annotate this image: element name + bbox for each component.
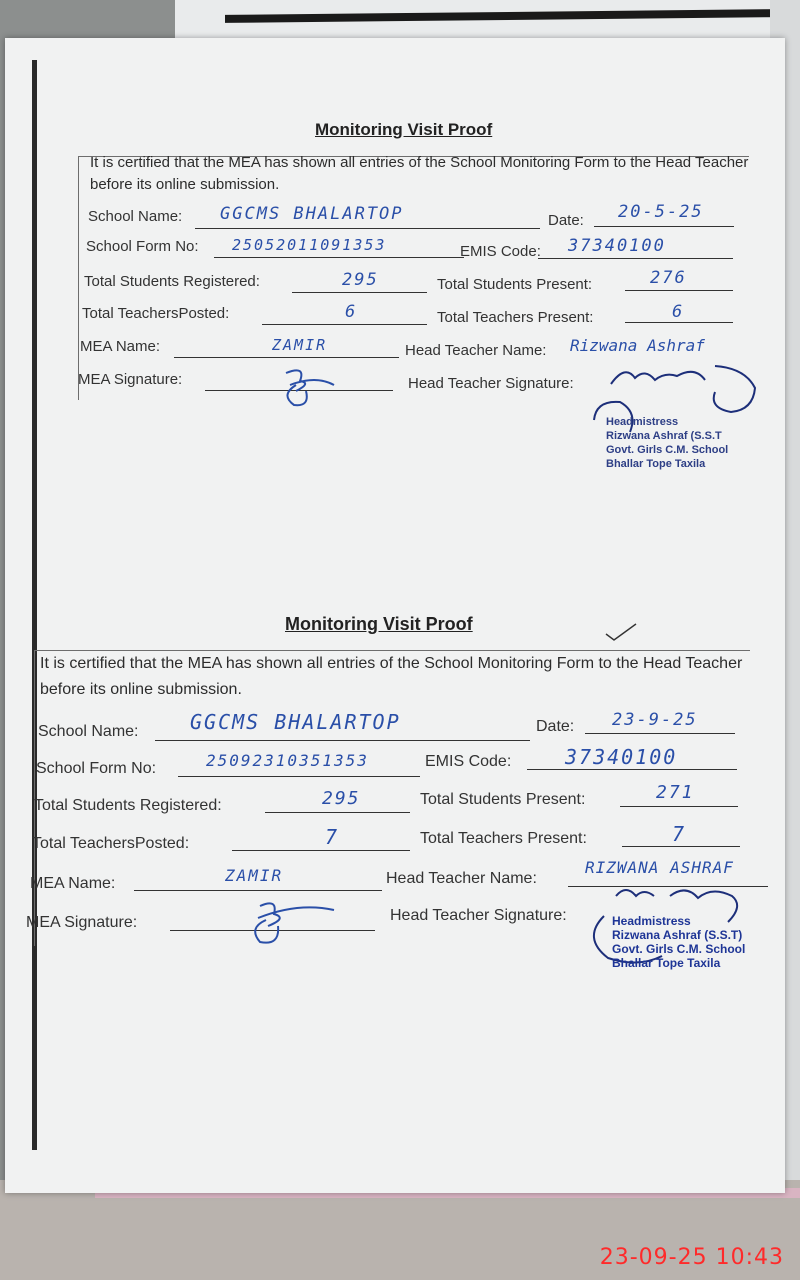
- students-registered-label: Total Students Registered:: [34, 797, 222, 814]
- mea-signature: [276, 365, 336, 413]
- mea-name-label: MEA Name:: [80, 338, 161, 355]
- emis-code-label: EMIS Code:: [460, 243, 541, 260]
- head-teacher-name-value: Rizwana Ashraf: [570, 336, 705, 355]
- head-teacher-name-label: Head Teacher Name:: [386, 870, 537, 887]
- head-teacher-name-value: RIZWANA ASHRAF: [585, 858, 734, 877]
- teachers-posted-label: Total TeachersPosted:: [82, 305, 230, 322]
- teachers-posted-value: 6: [345, 302, 358, 322]
- students-present-value: 276: [650, 268, 687, 288]
- headmistress-stamp: Headmistress Rizwana Ashraf (S.S.T) Govt. Girls C.M. School Bhallar Tope Taxila: [612, 914, 746, 970]
- mea-signature-label: MEA Signature:: [26, 914, 138, 931]
- teachers-present-label: Total Teachers Present:: [420, 830, 587, 847]
- teachers-posted-value: 7: [325, 825, 340, 849]
- head-teacher-signature-label: Head Teacher Signature:: [390, 907, 567, 924]
- emis-code-value: 37340100: [568, 236, 666, 256]
- school-form-no-label: School Form No:: [86, 238, 199, 255]
- students-registered-label: Total Students Registered:: [84, 273, 260, 290]
- school-name-label: School Name:: [88, 208, 183, 225]
- teachers-present-label: Total Teachers Present:: [437, 309, 594, 326]
- headmistress-stamp: Headmistress Rizwana Ashraf (S.S.T Govt. Girls C.M. School Bhallar Tope Taxila: [606, 416, 729, 470]
- mea-name-value: ZAMIR: [225, 866, 284, 885]
- page-binding-edge: [32, 60, 37, 1150]
- photo-timestamp: 23-09-25 10:43: [599, 1245, 784, 1270]
- date-label: Date:: [548, 212, 584, 229]
- students-present-label: Total Students Present:: [437, 276, 593, 293]
- students-present-label: Total Students Present:: [420, 791, 586, 808]
- students-registered-value: 295: [322, 788, 361, 809]
- school-form-no-value: 25092310351353: [206, 751, 369, 770]
- form-title: Monitoring Visit Proof: [285, 614, 473, 634]
- certification-text: It is certified that the MEA has shown all entries of the School Monitoring Form to the Head Teacher before its online submission.: [40, 655, 743, 698]
- school-name-value: GGCMS BHALARTOP: [190, 710, 401, 734]
- tick-mark: [604, 622, 638, 642]
- teachers-present-value: 6: [672, 302, 685, 322]
- emis-code-value: 37340100: [565, 745, 678, 769]
- head-teacher-name-label: Head Teacher Name:: [405, 342, 547, 359]
- date-value: 23-9-25: [612, 710, 698, 730]
- emis-code-label: EMIS Code:: [425, 753, 512, 770]
- teachers-posted-label: Total TeachersPosted:: [32, 835, 190, 852]
- mea-name-label: MEA Name:: [30, 875, 116, 892]
- form-title: Monitoring Visit Proof: [315, 120, 493, 139]
- head-teacher-signature-label: Head Teacher Signature:: [408, 375, 574, 392]
- mea-signature: [238, 896, 338, 948]
- students-present-value: 271: [656, 782, 695, 803]
- school-form-no-value: 25052011091353: [232, 236, 387, 254]
- date-value: 20-5-25: [618, 202, 704, 222]
- mea-signature-label: MEA Signature:: [78, 371, 183, 388]
- students-registered-value: 295: [342, 270, 379, 290]
- teachers-present-value: 7: [672, 822, 687, 846]
- date-label: Date:: [536, 718, 575, 735]
- mea-name-value: ZAMIR: [272, 336, 328, 354]
- school-name-label: School Name:: [38, 723, 139, 740]
- school-form-no-label: School Form No:: [36, 760, 157, 777]
- school-name-value: GGCMS BHALARTOP: [220, 204, 404, 224]
- certification-text: It is certified that the MEA has shown all entries of the School Monitoring Form to the Head Teacher before its online submission.: [90, 154, 749, 193]
